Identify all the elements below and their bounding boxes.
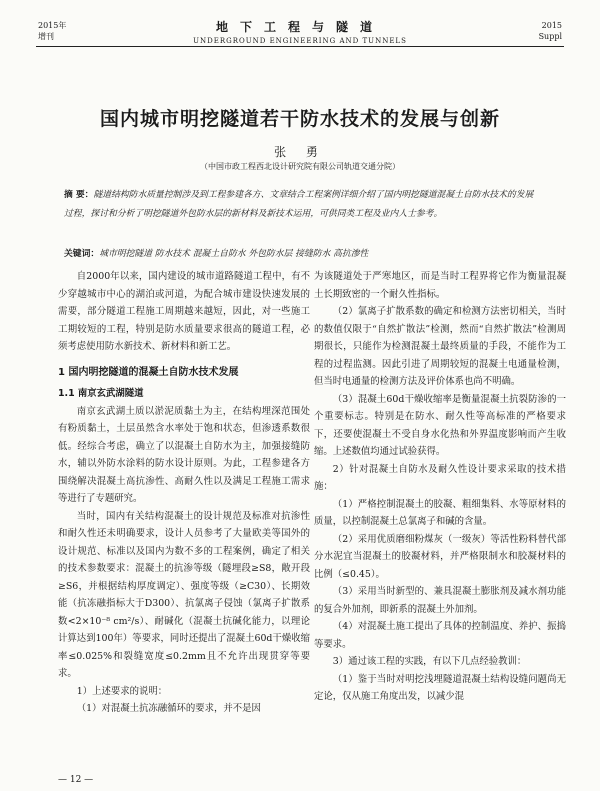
- paragraph: 当时，国内有关结构混凝土的设计规范及标准对抗渗性和耐久性还未明确要求，设计人员参考了大量欧美等国外的设计规范、标准以及国内为数不多的工程案例，确定了相关的技术参数要求：混凝土的抗渗等级（隧埋段≥S8，敞开段≥S6，并根据结构厚度调定）、强度等级（≥C30）、长期效能（抗冻融指标大于D300）、抗氯离子侵蚀（氯离子扩散系数<2×10⁻⁸ cm²/s）、耐碱化（混凝土抗碱化能力，以理论计算达到100年）等要求，同时还提出了混凝土60d干燥收缩率≤0.025%和裂缝宽度≤0.2mm且不允许出现贯穿等要求。: [58, 510, 310, 679]
- section-heading: 1 国内明挖隧道的混凝土自防水技术发展: [58, 366, 239, 378]
- subsection-heading: 1.1 南京玄武湖隧道: [58, 388, 144, 399]
- abstract-label: 摘 要：: [64, 190, 94, 200]
- paragraph: 2）针对混凝土自防水及耐久性设计要求采取的技术措施：: [314, 463, 566, 492]
- header-rule: [36, 46, 564, 47]
- header-year-right: 2015: [541, 21, 562, 30]
- journal-name-cn: 地下工程与隧道: [215, 20, 384, 34]
- paragraph: （3）混凝土60d干燥收缩率是衡量混凝土抗裂防渗的一个重要标志。特别是在防水、耐久性等高标准的严格要求下，还要使混凝土不受自身水化热和外界温度影响而产生收缩。上述数值均通过试验获得。: [314, 393, 566, 457]
- paragraph: （1）鉴于当时对明挖浅埋隧道混凝土结构设缝问题尚无定论，仅从施工角度出发，以减少混: [314, 673, 566, 702]
- header-right: [539, 20, 562, 42]
- keywords-label: 关键词：: [64, 249, 100, 259]
- header-year: 2015年: [38, 21, 67, 30]
- header-issue-right: Suppl: [538, 32, 562, 41]
- paragraph: 3）通过该工程的实践，有以下几点经验教训：: [332, 656, 527, 667]
- paragraph: （1）对混凝土抗冻融循环的要求，并不是因: [76, 703, 261, 714]
- article-title: 国内城市明挖隧道若干防水技术的发展与创新: [99, 108, 500, 130]
- paragraph: （2）采用优质磨细粉煤灰（一级灰）等活性粉料替代部分水泥宜当混凝土的胶凝材料，并严格限制水和胶凝材料的比例（≤0.45）。: [314, 533, 566, 580]
- journal-name-en: UNDERGROUND ENGINEERING AND TUNNELS: [193, 37, 407, 45]
- paragraph: 为该隧道处于严寒地区，而是当时工程界将它作为衡量混凝土长期致密的一个耐久性指标。: [314, 271, 566, 300]
- keywords-text: 城市明挖隧道 防水技术 混凝土自防水 外包防水层 接缝防水 高抗渗性: [99, 249, 369, 259]
- keywords: [64, 246, 536, 259]
- paragraph: （1）严格控制混凝土的胶凝、粗细集料、水等原材料的质量，以控制混凝土总氯离子和碱的含量。: [314, 498, 566, 527]
- left-column: [58, 268, 310, 718]
- paragraph: 1）上述要求的说明：: [76, 685, 168, 697]
- paragraph: （3）采用当时新型的、兼具混凝土膨胀剂及减水剂功能的复合外加剂，即新系的混凝土外加剂。: [314, 586, 566, 615]
- right-column: [314, 268, 566, 706]
- paragraph: （4）对混凝土施工提出了具体的控制温度、养护、振捣等要求。: [314, 621, 566, 650]
- abstract: [64, 186, 536, 224]
- paragraph: 南京玄武湖土质以淤泥质黏土为主，在结构埋深范围处有粉质黏土，土层虽然含水率处于饱和状态，但渗透系数很低。经综合考虑，确立了以混凝土自防水为主，加强接缝防水，辅以外防水涂料的防水设计原则。为此，工程参建各方围绕解决混凝土高抗渗性、高耐久性以及满足工程施工需求等进行了专题研究。: [58, 405, 310, 504]
- paragraph: （2）氯离子扩散系数的确定和检测方法密切相关，当时的数值仅限于“自然扩散法”检测，然而“自然扩散法”检测周期很长，只能作为检测混凝土最终质量的手段，不能作为工程的过程监测。因此引进了周期较短的混凝土电通量检测，但当时电通量的检测方法及评价体系也尚不明确。: [314, 306, 566, 387]
- journal-header: [0, 18, 600, 45]
- paragraph: 自2000年以来，国内建设的城市道路隧道工程中，有不少穿越城市中心的湖泊或河道，为配合城市建设快速发展的需要，部分隧道工程施工周期越来越短，因此，对一些施工工期较短的工程，特别是防水质量要求很高的隧道工程，必须考虑使用防水新技术、新材料和新工艺。: [58, 271, 310, 352]
- abstract-text: 隧道结构防水质量控制涉及到工程参建各方、文章结合工程案例详细介绍了国内明挖隧道混凝土自防水技术的发展过程，探讨和分析了明挖隧道外包防水层的新材料及新技术运用，可供同类工程及业内人士参考。: [64, 190, 534, 219]
- author-name: 张 勇: [274, 145, 326, 159]
- author-affiliation: （中国市政工程西北设计研究院有限公司轨道交通分院）: [200, 162, 400, 171]
- header-issue: 增刊: [38, 32, 54, 41]
- page-number: — 12 —: [58, 775, 94, 785]
